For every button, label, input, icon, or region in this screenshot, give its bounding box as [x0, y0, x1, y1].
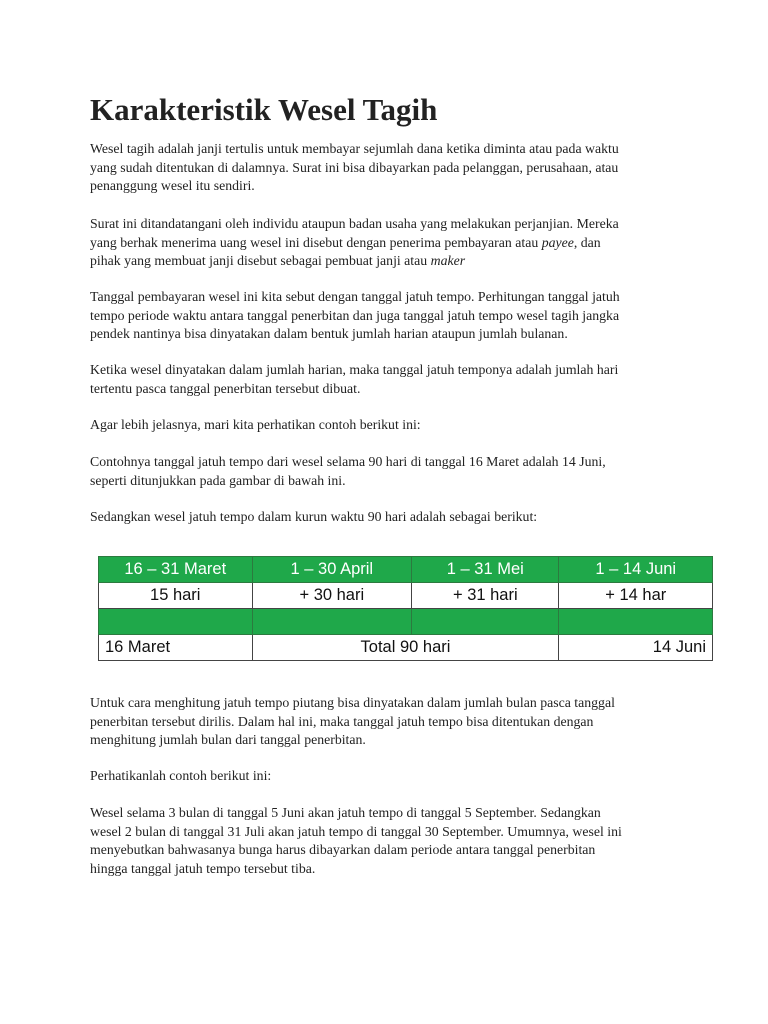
table-cell: + 30 hari: [252, 583, 412, 609]
table-header-cell: 1 – 31 Mei: [412, 557, 559, 583]
table-cell: + 14 har: [559, 583, 713, 609]
term-maker: maker: [430, 253, 466, 269]
paragraph-example-intro-2: Perhatikanlah contoh berikut ini:: [90, 768, 272, 783]
table-header-cell: 1 – 30 April: [252, 557, 412, 583]
due-date-table: [98, 556, 713, 661]
table-row-days: [99, 583, 713, 609]
paragraph-due-date: Tanggal pembayaran wesel ini kita sebut dengan tanggal jatuh tempo. Perhitungan tanggal jatuh tempo periode waktu antara tanggal penerbitan dan juga tanggal jatuh tempo wesel tagih jangka pendek nantinya bisa dinyatakan dalam bentuk jumlah harian ataupun jumlah bulanan.: [90, 289, 620, 342]
table-start-date: 16 Maret: [99, 635, 253, 661]
table-total: Total 90 hari: [252, 635, 559, 661]
table-row-band: [99, 609, 713, 635]
paragraph-signatories: Surat ini ditandatangani oleh individu ataupun badan usaha yang melakukan perjanjian. Mereka yang berhak menerima uang wesel ini disebut dengan penerima pembayaran atau payee, dan pihak yang membuat janji disebut sebagai pembuat janji atau maker: [90, 216, 619, 269]
paragraph-example: Contohnya tanggal jatuh tempo dari wesel selama 90 hari di tanggal 16 Maret adalah 14 Juni, seperti ditunjukkan pada gambar di bawah ini.: [90, 454, 606, 488]
paragraph-definition: Wesel tagih adalah janji tertulis untuk membayar sejumlah dana ketika diminta atau pada waktu yang sudah ditentukan di dalamnya. Surat ini bisa dibayarkan pada pelanggan, perusahaan, atau penanggung wesel itu sendiri.: [90, 141, 619, 194]
term-payee: payee: [541, 234, 574, 250]
table-cell: + 31 hari: [412, 583, 559, 609]
paragraph-table-intro: Sedangkan wesel jatuh tempo dalam kurun waktu 90 hari adalah sebagai berikut:: [90, 509, 538, 524]
paragraph-example-2: Wesel selama 3 bulan di tanggal 5 Juni akan jatuh tempo di tanggal 5 September. Sedangkan wesel 2 bulan di tanggal 31 Juli akan jatuh tempo di tanggal 30 September. Umumnya, wesel ini menyebutkan bahwasanya bunga harus dibayarkan dalam periode antara tanggal penerbitan hingga tanggal jatuh tempo tersebut tiba.: [90, 805, 622, 876]
page-title: Karakteristik Wesel Tagih: [90, 92, 438, 127]
table-header-cell: 1 – 14 Juni: [559, 557, 713, 583]
paragraph-example-intro: Agar lebih jelasnya, mari kita perhatikan contoh berikut ini:: [90, 417, 421, 432]
paragraph-daily: Ketika wesel dinyatakan dalam jumlah harian, maka tanggal jatuh temponya adalah jumlah hari tertentu pasca tanggal penerbitan tersebut dibuat.: [90, 362, 619, 396]
table-header-row: [99, 557, 713, 583]
table-end-date: 14 Juni: [559, 635, 713, 661]
table-header-cell: 16 – 31 Maret: [99, 557, 253, 583]
paragraph-monthly: Untuk cara menghitung jatuh tempo piutang bisa dinyatakan dalam jumlah bulan pasca tanggal penerbitan tersebut dirilis. Dalam hal ini, maka tanggal jatuh tempo bisa ditentukan dengan menghitung jumlah bulan dari tanggal penerbitan.: [90, 695, 615, 748]
table-row-total: [99, 635, 713, 661]
table-cell: 15 hari: [99, 583, 253, 609]
due-date-table-image: [98, 556, 713, 660]
